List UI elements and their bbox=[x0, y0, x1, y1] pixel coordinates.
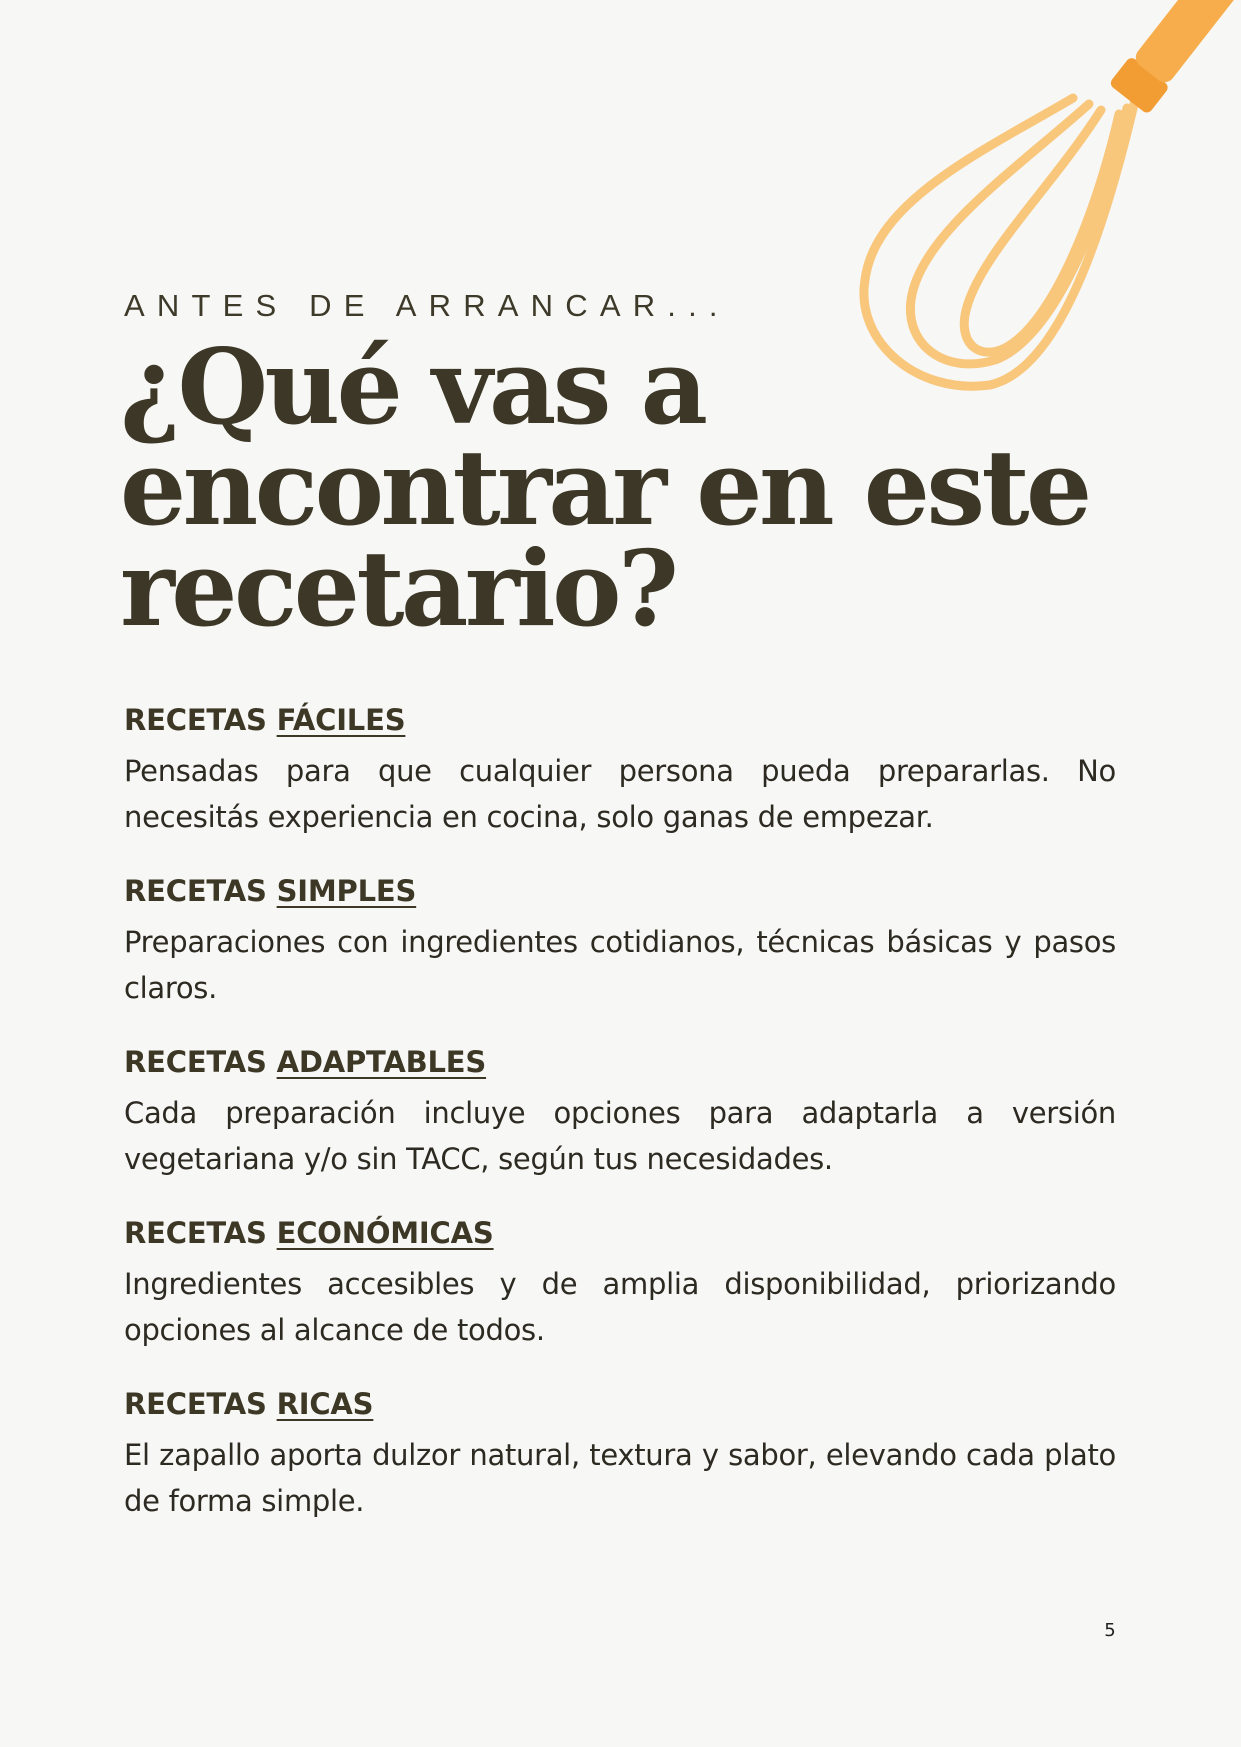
feature-heading-keyword: RICAS bbox=[276, 1387, 374, 1421]
feature-item bbox=[124, 1213, 1116, 1384]
feature-heading-keyword: SIMPLES bbox=[276, 874, 417, 908]
feature-heading-keyword: ECONÓMICAS bbox=[276, 1216, 494, 1250]
feature-description: Ingredientes accesibles y de amplia disponibilidad, priorizando opciones al alcance de todos. bbox=[124, 1267, 1116, 1347]
section-kicker: ANTES DE ARRANCAR... bbox=[124, 288, 730, 323]
page-number: 5 bbox=[1104, 1620, 1116, 1641]
feature-item bbox=[124, 1384, 1116, 1555]
feature-heading-keyword: ADAPTABLES bbox=[276, 1045, 487, 1079]
feature-heading-prefix: RECETAS bbox=[124, 1216, 267, 1250]
feature-heading bbox=[124, 871, 1116, 911]
feature-heading-prefix: RECETAS bbox=[124, 703, 267, 737]
feature-heading-prefix: RECETAS bbox=[124, 1387, 267, 1421]
feature-heading-prefix: RECETAS bbox=[124, 1045, 267, 1079]
feature-description: Preparaciones con ingredientes cotidianos, técnicas básicas y pasos claros. bbox=[124, 925, 1116, 1005]
feature-heading bbox=[124, 1384, 1116, 1424]
feature-description: Pensadas para que cualquier persona pueda prepararlas. No necesitás experiencia en cocina, solo ganas de empezar. bbox=[124, 754, 1116, 834]
feature-description: El zapallo aporta dulzor natural, textura y sabor, elevando cada plato de forma simple. bbox=[124, 1438, 1116, 1518]
feature-heading bbox=[124, 700, 1116, 740]
feature-heading-prefix: RECETAS bbox=[124, 874, 267, 908]
feature-item bbox=[124, 871, 1116, 1042]
page-title: ¿Qué vas a encontrar en este recetario? bbox=[120, 325, 1089, 650]
feature-item bbox=[124, 700, 1116, 871]
feature-item bbox=[124, 1042, 1116, 1213]
feature-description: Cada preparación incluye opciones para adaptarla a versión vegetariana y/o sin TACC, según tus necesidades. bbox=[124, 1096, 1116, 1176]
feature-heading bbox=[124, 1042, 1116, 1082]
features-list bbox=[124, 700, 1116, 1555]
feature-heading bbox=[124, 1213, 1116, 1253]
feature-heading-keyword: FÁCILES bbox=[276, 703, 406, 737]
